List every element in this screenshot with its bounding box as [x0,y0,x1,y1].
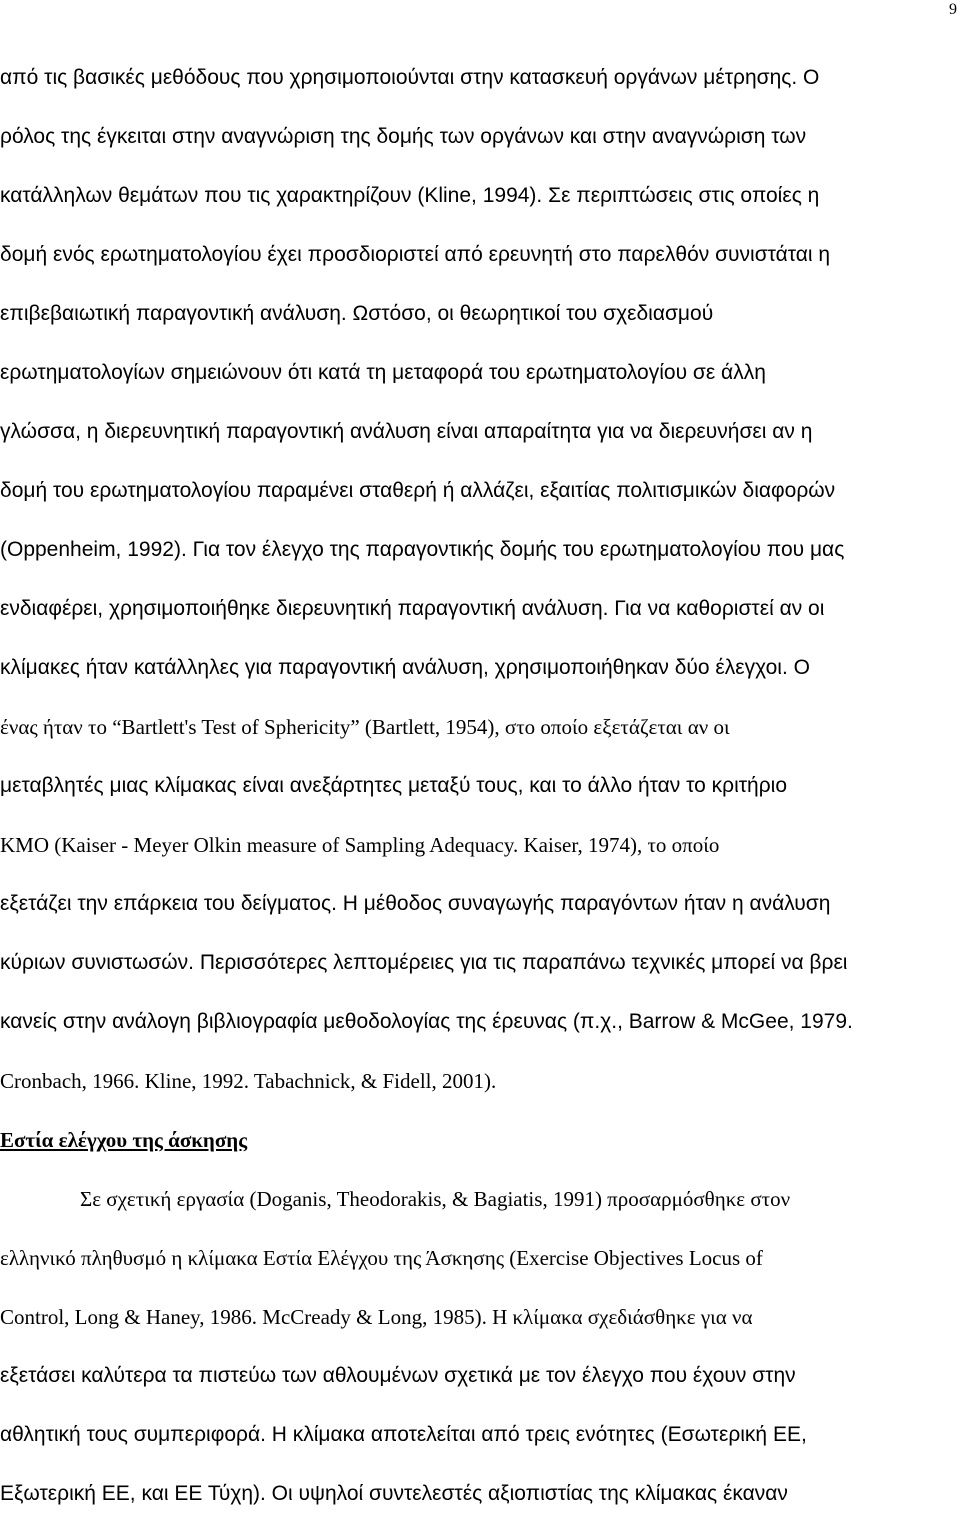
body-line-21: Control, Long & Haney, 1986. McCready & Long, 1985). Η κλίμακα σχεδιάσθηκε για να [0,1305,753,1329]
body-line-16: κύριων συνιστωσών. Περισσότερες λεπτομέρειες για τις παραπάνω τεχνικές μπορεί να βρει [0,951,848,974]
body-line-6: ερωτηματολογίων σημειώνουν ότι κατά τη μεταφορά του ερωτηματολογίου σε άλλη [0,361,766,384]
body-line-18: Cronbach, 1966. Kline, 1992. Tabachnick, & Fidell, 2001). [0,1069,497,1093]
body-line-19: Σε σχετική εργασία (Doganis, Theodorakis, & Bagiatis, 1991) προσαρμόσθηκε στον [80,1187,791,1211]
body-line-22: εξετάσει καλύτερα τα πιστεύω των αθλουμένων σχετικά με τον έλεγχο που έχουν στην [0,1364,796,1387]
body-line-23: αθλητική τους συμπεριφορά. Η κλίμακα αποτελείται από τρεις ενότητες (Εσωτερική ΕΕ, [0,1423,807,1446]
body-line-10: ενδιαφέρει, χρησιμοποιήθηκε διερευνητική παραγοντική ανάλυση. Για να καθοριστεί αν οι [0,597,825,620]
body-line-13: μεταβλητές μιας κλίμακας είναι ανεξάρτητες μεταξύ τους, και το άλλο ήταν το κριτήριο [0,774,788,797]
section-heading: Εστία ελέγχου της άσκησης [0,1128,248,1152]
body-line-17: κανείς στην ανάλογη βιβλιογραφία μεθοδολογίας της έρευνας (π.χ., Barrow & McGee, 1979. [0,1010,853,1033]
body-line-9: (Oppenheim, 1992). Για τον έλεγχο της παραγοντικής δομής του ερωτηματολογίου που μας [0,538,845,561]
body-line-1: από τις βασικές μεθόδους που χρησιμοποιούνται στην κατασκευή οργάνων μέτρησης. Ο [0,66,820,89]
body-line-11: κλίμακες ήταν κατάλληλες για παραγοντική ανάλυση, χρησιμοποιήθηκαν δύο έλεγχοι. Ο [0,656,810,679]
body-line-4: δομή ενός ερωτηματολογίου έχει προσδιοριστεί από ερευνητή στο παρελθόν συνιστάται η [0,243,831,266]
body-line-12: ένας ήταν το “Bartlett's Test of Sphericity” (Bartlett, 1954), στο οποίο εξετάζεται αν οι [0,715,730,739]
body-line-8: δομή του ερωτηματολογίου παραμένει σταθερή ή αλλάζει, εξαιτίας πολιτισμικών διαφορών [0,479,836,502]
body-line-24: Εξωτερική ΕΕ, και ΕΕ Τύχη). Οι υψηλοί συντελεστές αξιοπιστίας της κλίμακας έκαναν [0,1482,788,1505]
page-number: 9 [949,1,957,18]
body-line-20: ελληνικό πληθυσμό η κλίμακα Εστία Ελέγχου της Άσκησης (Exercise Objectives Locus of [0,1246,763,1270]
body-line-5: επιβεβαιωτική παραγοντική ανάλυση. Ωστόσο, οι θεωρητικοί του σχεδιασμού [0,302,714,325]
body-line-14: KMO (Kaiser - Meyer Olkin measure of Sampling Adequacy. Kaiser, 1974), το οποίο [0,833,720,857]
body-line-15: εξετάζει την επάρκεια του δείγματος. Η μέθοδος συναγωγής παραγόντων ήταν η ανάλυση [0,892,831,915]
body-line-7: γλώσσα, η διερευνητική παραγοντική ανάλυση είναι απαραίτητα για να διερευνήσει αν η [0,420,813,443]
body-line-3: κατάλληλων θεμάτων που τις χαρακτηρίζουν (Kline, 1994). Σε περιπτώσεις στις οποίες η [0,184,820,207]
body-line-2: ρόλος της έγκειται στην αναγνώριση της δομής των οργάνων και στην αναγνώριση των [0,125,807,148]
